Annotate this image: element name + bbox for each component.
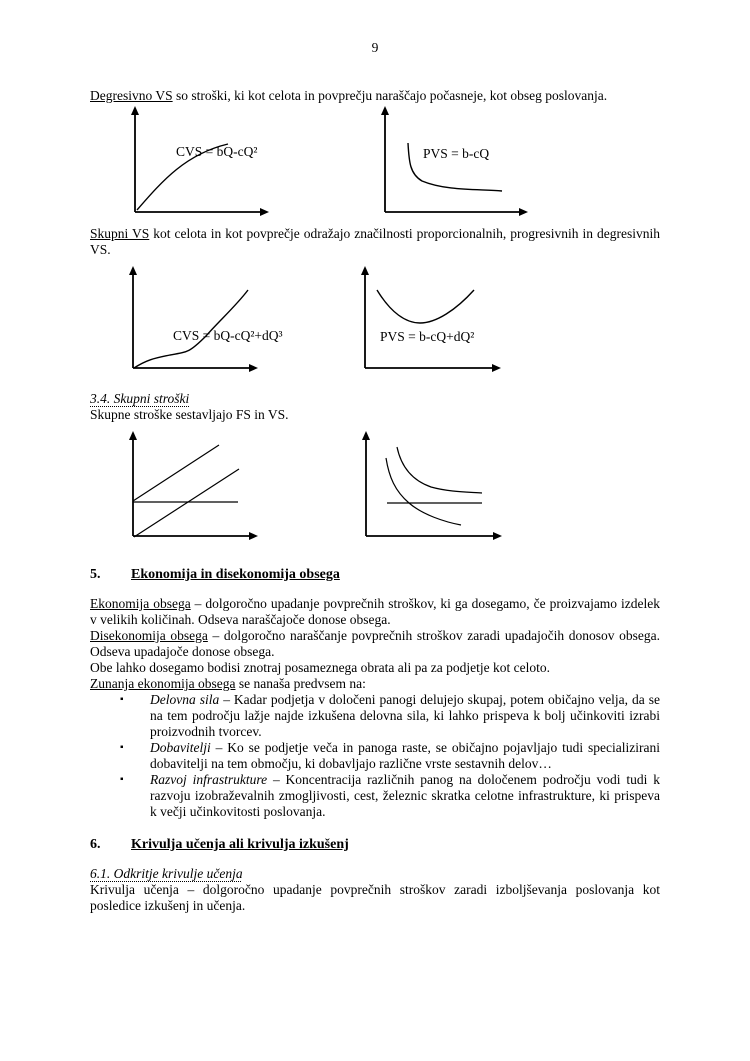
pvs-degressive-label: PVS = b-cQ	[423, 146, 490, 161]
term-zunanja-ekonomija: Zunanja ekonomija obsega	[90, 676, 236, 691]
paragraph-obe-lahko: Obe lahko dosegamo bodisi znotraj posameznega obrata ali pa za podjetje kot celoto.	[90, 660, 550, 675]
cvs-degressive-axes-icon	[128, 106, 278, 218]
paragraph-degresivno-text: so stroški, ki kot celota in povprečju naraščajo počasneje, kot obseg poslovanja.	[172, 88, 608, 103]
cvs-total-graph	[126, 266, 296, 378]
term-disekonomija-obsega: Disekonomija obsega	[90, 628, 208, 643]
paragraph-disekonomija-text: – dolgoročno naraščanje povprečnih stroškov zaradi upadajočih donosov obsega. Odseva upadajoče donose obsega.	[90, 628, 660, 659]
section-6-number: 6.	[90, 837, 101, 852]
paragraph-disekonomija-obsega	[90, 628, 660, 660]
term-skupni-vs: Skupni VS	[90, 226, 150, 241]
graph-row-total-vs	[90, 266, 660, 378]
paragraph-zunanja-text: se nanaša predvsem na:	[235, 676, 366, 691]
cvs-degressive-label: CVS = bQ-cQ²	[176, 144, 258, 159]
cvs-total-axes-icon	[126, 266, 296, 378]
pvs-total-label: PVS = b-cQ+dQ²	[380, 329, 475, 344]
term-ekonomija-obsega: Ekonomija obsega	[90, 596, 191, 611]
paragraph-skupni-stroski: Skupne stroške sestavljajo FS in VS.	[90, 407, 289, 422]
square-bullet-icon: ▪	[120, 774, 124, 785]
section-5-number: 5.	[90, 567, 101, 582]
page-number: 9	[371, 40, 379, 55]
graph-row-degressive	[90, 106, 660, 218]
bullet-paragraph	[150, 692, 660, 740]
list-item-dobavitelji	[90, 740, 660, 772]
pvs-total-graph	[358, 266, 513, 378]
paragraph-ekonomija-text: – dolgoročno upadanje povprečnih stroškov, ki ga dosegamo, če proizvajamo izdelek v velikih količinah. Odseva naraščajoče donose obsega.	[90, 596, 660, 627]
subsection-heading-34: 3.4. Skupni stroški	[90, 391, 190, 406]
section-heading-5	[90, 566, 660, 583]
paragraph-zunanja-ekonomija	[90, 676, 660, 692]
average-costs-axes-icon	[359, 430, 514, 550]
bullet-term: Razvoj infrastrukture	[150, 772, 268, 787]
square-bullet-icon: ▪	[120, 742, 124, 753]
total-costs-axes-icon	[126, 430, 276, 550]
paragraph-krivulja-ucenja: Krivulja učenja – dolgoročno upadanje povprečnih stroškov zaradi izboljševanja poslovanja kot posledice izkušenj in učenja.	[90, 882, 660, 913]
pvs-degressive-graph	[378, 106, 538, 218]
paragraph-skupni-vs	[90, 226, 660, 258]
bullet-text: – Koncentracija različnih panog na določenem področju vodi tudi k razvoju izobraževalnih zmogljivosti, cest, železnic skratka celotne infrastrukture, ki prispeva k večji učinkovitosti poslovanja.	[150, 772, 660, 819]
section-5-title: Ekonomija in disekonomija obsega	[131, 567, 340, 582]
bullet-text: – Ko se podjetje veča in panoga raste, se običajno pojavljajo tudi specializirani dobavitelji na tem območju, ki dobavljajo različne vrste sestavnih delov…	[150, 740, 660, 771]
bullet-term: Dobavitelji	[150, 740, 211, 755]
subsection-heading-61: 6.1. Odkritje krivulje učenja	[90, 866, 243, 881]
paragraph-ekonomija-obsega	[90, 596, 660, 628]
paragraph-degresivno	[90, 88, 660, 104]
page-content	[90, 0, 660, 914]
square-bullet-icon: ▪	[120, 694, 124, 705]
section-6-title: Krivulja učenja ali krivulja izkušenj	[131, 837, 349, 852]
bullet-paragraph	[150, 740, 660, 772]
section-heading-6	[90, 836, 660, 853]
cvs-degressive-graph	[128, 106, 278, 218]
average-costs-graph	[359, 430, 514, 550]
bullet-term: Delovna sila	[150, 692, 220, 707]
paragraph-skupni-vs-text: kot celota in kot povprečje odražajo značilnosti proporcionalnih, progresivnih in degresivnih VS.	[90, 226, 660, 257]
term-degresivno-vs: Degresivno VS	[90, 88, 173, 103]
total-costs-linear-graph	[126, 430, 276, 550]
graph-row-total-costs	[90, 430, 660, 550]
list-item-razvoj-infrastrukture	[90, 772, 660, 820]
pvs-degressive-axes-icon	[378, 106, 538, 218]
pvs-total-axes-icon	[358, 266, 513, 378]
cvs-total-label: CVS = bQ-cQ²+dQ³	[173, 328, 283, 343]
bullet-text: – Kadar podjetja v določeni panogi delujejo skupaj, potem običajno velja, da se na tem področju lažje najde izkušena delovna sila, ki lahko prispeva k bolj učinkoviti izrabi proizvodnih tvorcev.	[150, 692, 660, 739]
bullet-paragraph	[150, 772, 660, 820]
list-item-delovna-sila	[90, 692, 660, 740]
